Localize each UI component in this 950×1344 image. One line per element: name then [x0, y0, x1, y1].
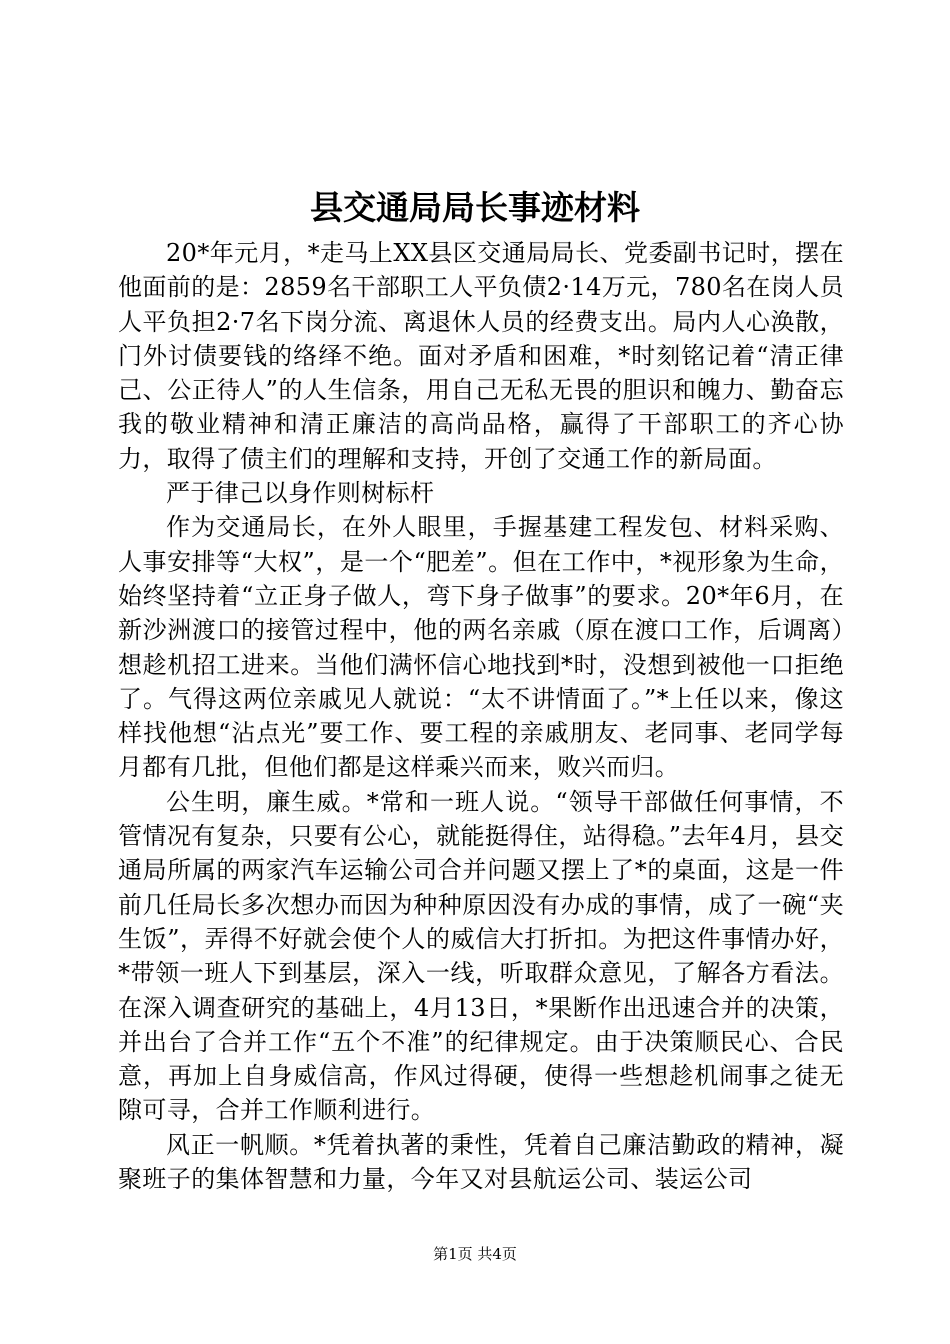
- page-number-footer: 第1页 共4页: [433, 1245, 517, 1263]
- document-body: [118, 236, 844, 1196]
- paragraph-self-discipline: 作为交通局长，在外人眼里，手握基建工程发包、材料采购、人事安排等“大权”，是一个“肥差”。但在工作中，*视形象为生命，始终坚持着“立正身子做人，弯下身子做事”的要求。20*年6月，在新沙洲渡口的接管过程中，他的两名亲戚（原在渡口工作，后调离）想趁机招工进来。当他们满怀信心地找到*时，没想到被他一口拒绝了。气得这两位亲戚见人就说：“太不讲情面了。”*上任以来，像这样找他想“沾点光”要工作、要工程的亲戚朋友、老同事、老同学每月都有几批，但他们都是这样乘兴而来，败兴而归。: [118, 513, 844, 782]
- paragraph-integrity: 风正一帆顺。*凭着执著的秉性，凭着自己廉洁勤政的精神，凝聚班子的集体智慧和力量，今年又对县航运公司、装运公司: [118, 1130, 844, 1194]
- paragraph-impartiality: 公生明，廉生威。*常和一班人说。“领导干部做任何事情，不管情况有复杂，只要有公心，就能挺得住，站得稳。”去年4月，县交通局所属的两家汽车运输公司合并问题又摆上了*的桌面，这是一件前几任局长多次想办而因为种种原因没有办成的事情，成了一碗“夹生饭”，弄得不好就会使个人的威信大打折扣。为把这件事情办好，*带领一班人下到基层，深入一线，听取群众意见，了解各方看法。在深入调查研究的基础上，4月13日，*果断作出迅速合并的决策，并出台了合并工作“五个不准”的纪律规定。由于决策顺民心、合民意，再加上自身威信高，作风过得硬，使得一些想趁机闹事之徒无隙可寻，合并工作顺利进行。: [118, 787, 844, 1125]
- section-heading: 严于律己以身作则树标杆: [166, 479, 435, 508]
- paragraph-intro: 20*年元月，*走马上XX县区交通局局长、党委副书记时，摆在他面前的是：2859名干部职工人平负债2·14万元，780名在岗人员人平负担2·7名下岗分流、离退休人员的经费支出。局内人心涣散，门外讨债要钱的络绎不绝。面对矛盾和困难，*时刻铭记着“清正律己、公正待人”的人生信条，用自己无私无畏的胆识和魄力、勤奋忘我的敬业精神和清正廉洁的高尚品格，赢得了干部职工的齐心协力，取得了债主们的理解和支持，开创了交通工作的新局面。: [118, 239, 844, 473]
- document-title: 县交通局局长事迹材料: [310, 188, 640, 227]
